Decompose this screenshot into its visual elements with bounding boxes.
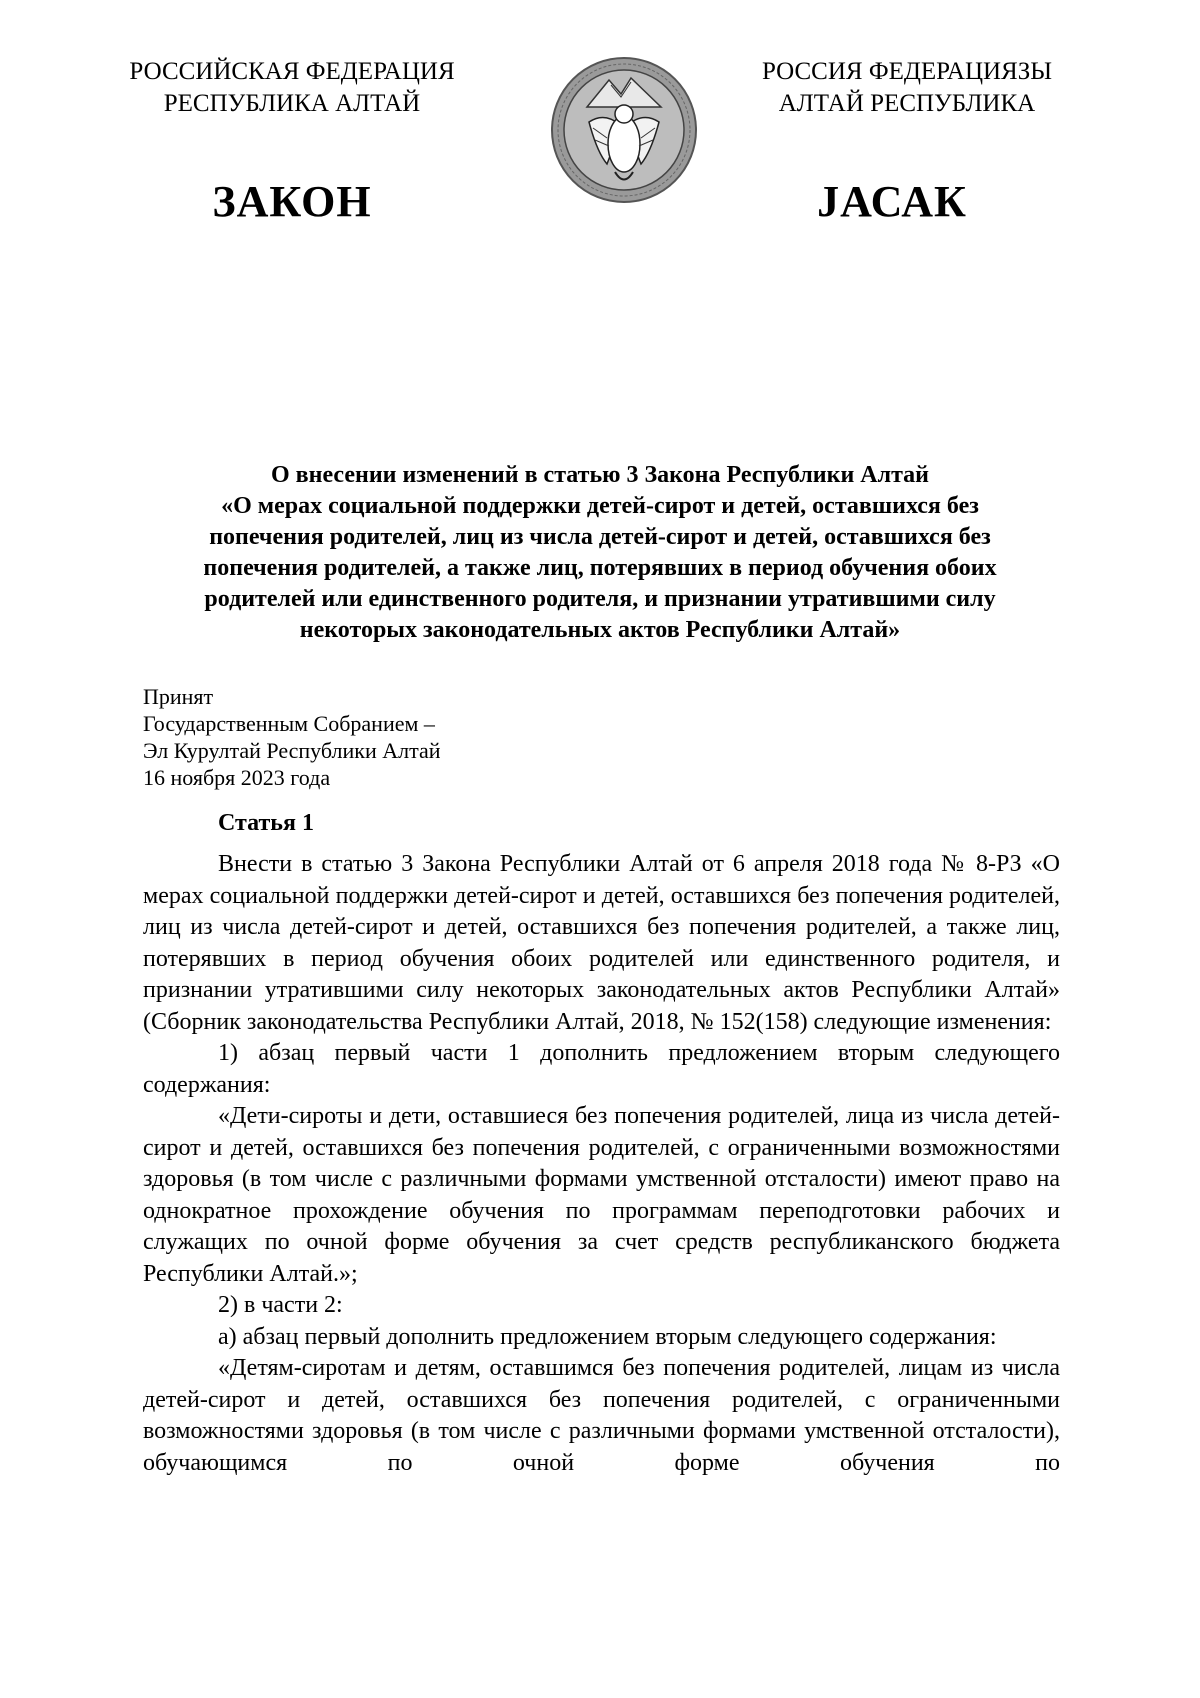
adoption-block: [143, 683, 441, 791]
republic-altai-emblem-icon: [549, 52, 699, 207]
adoption-line: Эл Курултай Республики Алтай: [143, 738, 441, 763]
article-body: [143, 849, 1060, 1479]
article-paragraph: 1) абзац первый части 1 дополнить предложением вторым следующего содержания:: [143, 1040, 1060, 1098]
article-paragraph: «Дети-сироты и дети, оставшиеся без попечения родителей, лица из числа детей-сирот и детей, оставшихся без попечения родителей, с ограниченными возможностями здоровья (в том числе с различными формами умственной отсталости) имеют право на однократное прохождение обучения по программам переподготовки рабочих и служащих по очной форме обучения за счет средств республиканского бюджета Республики Алтай.»;: [143, 1103, 1060, 1287]
article-paragraph: «Детям-сиротам и детям, оставшимся без попечения родителей, лицам из числа детей-сирот и детей, оставшихся без попечения родителей, с ограниченными возможностями здоровья (в том числе с различными формами умственной отсталости), обучающимся по очной форме обучения по: [143, 1355, 1060, 1476]
law-heading-line: родителей или единственного родителя, и признании утратившими силу: [204, 586, 996, 612]
header-left-republic: РЕСПУБЛИКА АЛТАЙ: [163, 90, 421, 117]
article-paragraph: а) абзац первый дополнить предложением вторым следующего содержания:: [218, 1323, 997, 1350]
header-left-country: РОССИЙСКАЯ ФЕДЕРАЦИЯ: [129, 58, 455, 85]
adoption-date: 16 ноября 2023 года: [143, 765, 331, 790]
header-right: [697, 56, 1117, 120]
article-heading: Статья 1: [218, 810, 314, 836]
law-heading-line: попечения родителей, лиц из числа детей-сирот и детей, оставшихся без: [209, 524, 991, 550]
law-title-russian: ЗАКОН: [212, 177, 372, 226]
article-paragraph: Внести в статью 3 Закона Республики Алтай от 6 апреля 2018 года № 8-РЗ «О мерах социальной поддержки детей-сирот и детей, оставшихся без попечения родителей, лиц из числа детей-сирот и детей, оставшихся без попечения родителей, а также лиц, потерявших в период обучения обоих родителей или единственного родителя, и признании утратившими силу некоторых законодательных актов Республики Алтай» (Сборник законодательства Республики Алтай, 2018, № 152(158) следующие изменения:: [143, 851, 1060, 1035]
header-right-country: РОССИЯ ФЕДЕРАЦИЯЗЫ: [761, 58, 1053, 85]
header-right-republic: АЛТАЙ РЕСПУБЛИКА: [778, 90, 1036, 117]
law-title-altai: JАСАК: [817, 177, 967, 226]
law-heading-line: «О мерах социальной поддержки детей-сирот и детей, оставшихся без: [221, 493, 979, 519]
article-paragraph: 2) в части 2:: [218, 1292, 343, 1318]
law-heading-line: некоторых законодательных актов Республики Алтай»: [299, 617, 901, 643]
header-left: [82, 56, 502, 120]
adoption-line: Государственным Собранием –: [143, 711, 435, 736]
law-heading: [140, 460, 1060, 646]
law-heading-line: О внесении изменений в статью 3 Закона Республики Алтай: [271, 462, 929, 488]
adoption-line: Принят: [143, 684, 214, 709]
law-heading-line: попечения родителей, а также лиц, потерявших в период обучения обоих: [203, 555, 997, 581]
